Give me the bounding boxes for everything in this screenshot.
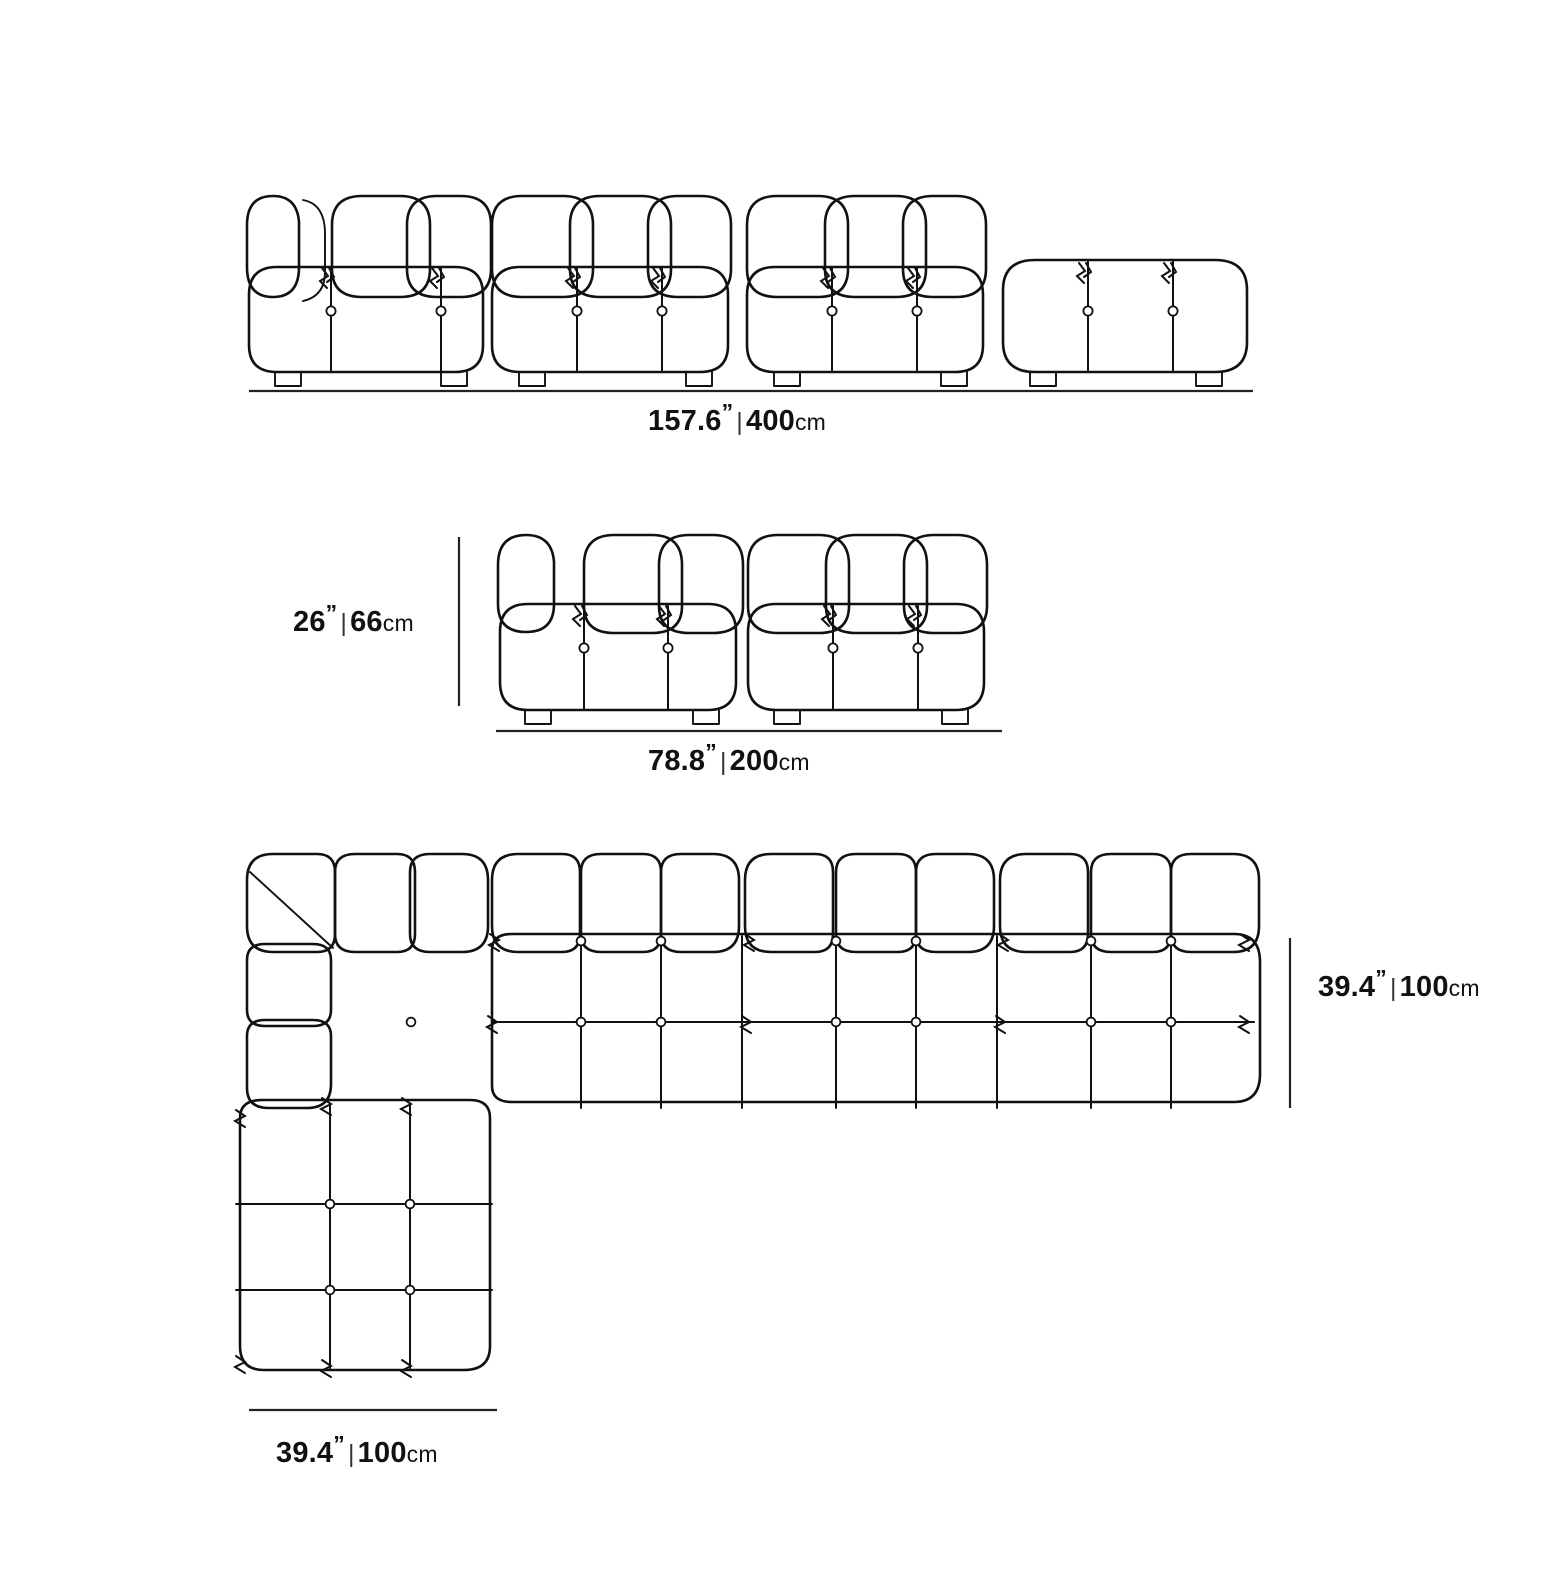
- side-module-2: [748, 535, 987, 724]
- dimension-metric-value: 400: [745, 405, 795, 437]
- dimension-metric-value: 100: [1399, 971, 1449, 1003]
- dimension-metric-value: 200: [729, 745, 779, 777]
- dimension-label-plan-depth: [1318, 965, 1480, 1004]
- front-module-3: [747, 196, 986, 386]
- dimension-separator: |: [347, 1440, 355, 1468]
- front-elevation-group: [247, 196, 1253, 391]
- dimension-metric-value: 100: [357, 1437, 407, 1469]
- front-module-4: [1003, 260, 1247, 386]
- plan-seat-band: [407, 934, 1260, 1108]
- side-module-1: [498, 535, 743, 724]
- inch-symbol: ”: [1375, 965, 1387, 991]
- dimension-label-front-width: [648, 399, 826, 438]
- dimension-inches-value: 78.8: [648, 745, 706, 777]
- plan-back-row: [247, 854, 1259, 952]
- front-module-1: [247, 196, 491, 386]
- front-module-2: [492, 196, 731, 386]
- dimension-metric-value: 66: [350, 606, 383, 638]
- dimension-label-plan-left-depth: [276, 1431, 438, 1470]
- inch-symbol: ”: [721, 399, 734, 425]
- side-elevation-group: [459, 535, 1002, 731]
- plan-chaise-column: [235, 1098, 492, 1377]
- inch-symbol: ”: [705, 739, 717, 765]
- dimension-inches-value: 39.4: [1318, 971, 1376, 1003]
- dimension-inches-value: 26: [293, 606, 326, 638]
- dimension-label-side-height: [293, 600, 414, 639]
- dimension-metric-unit: cm: [382, 610, 414, 636]
- dimension-metric-unit: cm: [1448, 975, 1480, 1001]
- inch-symbol: ”: [333, 1431, 345, 1457]
- dimension-label-side-width: [648, 739, 810, 778]
- inch-symbol: ”: [325, 600, 338, 626]
- dimension-inches-value: 39.4: [276, 1437, 334, 1469]
- top-plan-group: [235, 854, 1290, 1410]
- dimension-separator: |: [719, 748, 727, 776]
- plan-left-back-column: [247, 944, 331, 1108]
- dimension-separator: |: [736, 408, 743, 436]
- dimension-metric-unit: cm: [406, 1441, 438, 1467]
- dimension-separator: |: [340, 609, 348, 637]
- dimension-metric-unit: cm: [778, 749, 810, 775]
- dimension-metric-unit: cm: [794, 409, 827, 435]
- dimension-separator: |: [1389, 974, 1397, 1002]
- dimension-inches-value: 157.6: [648, 405, 722, 437]
